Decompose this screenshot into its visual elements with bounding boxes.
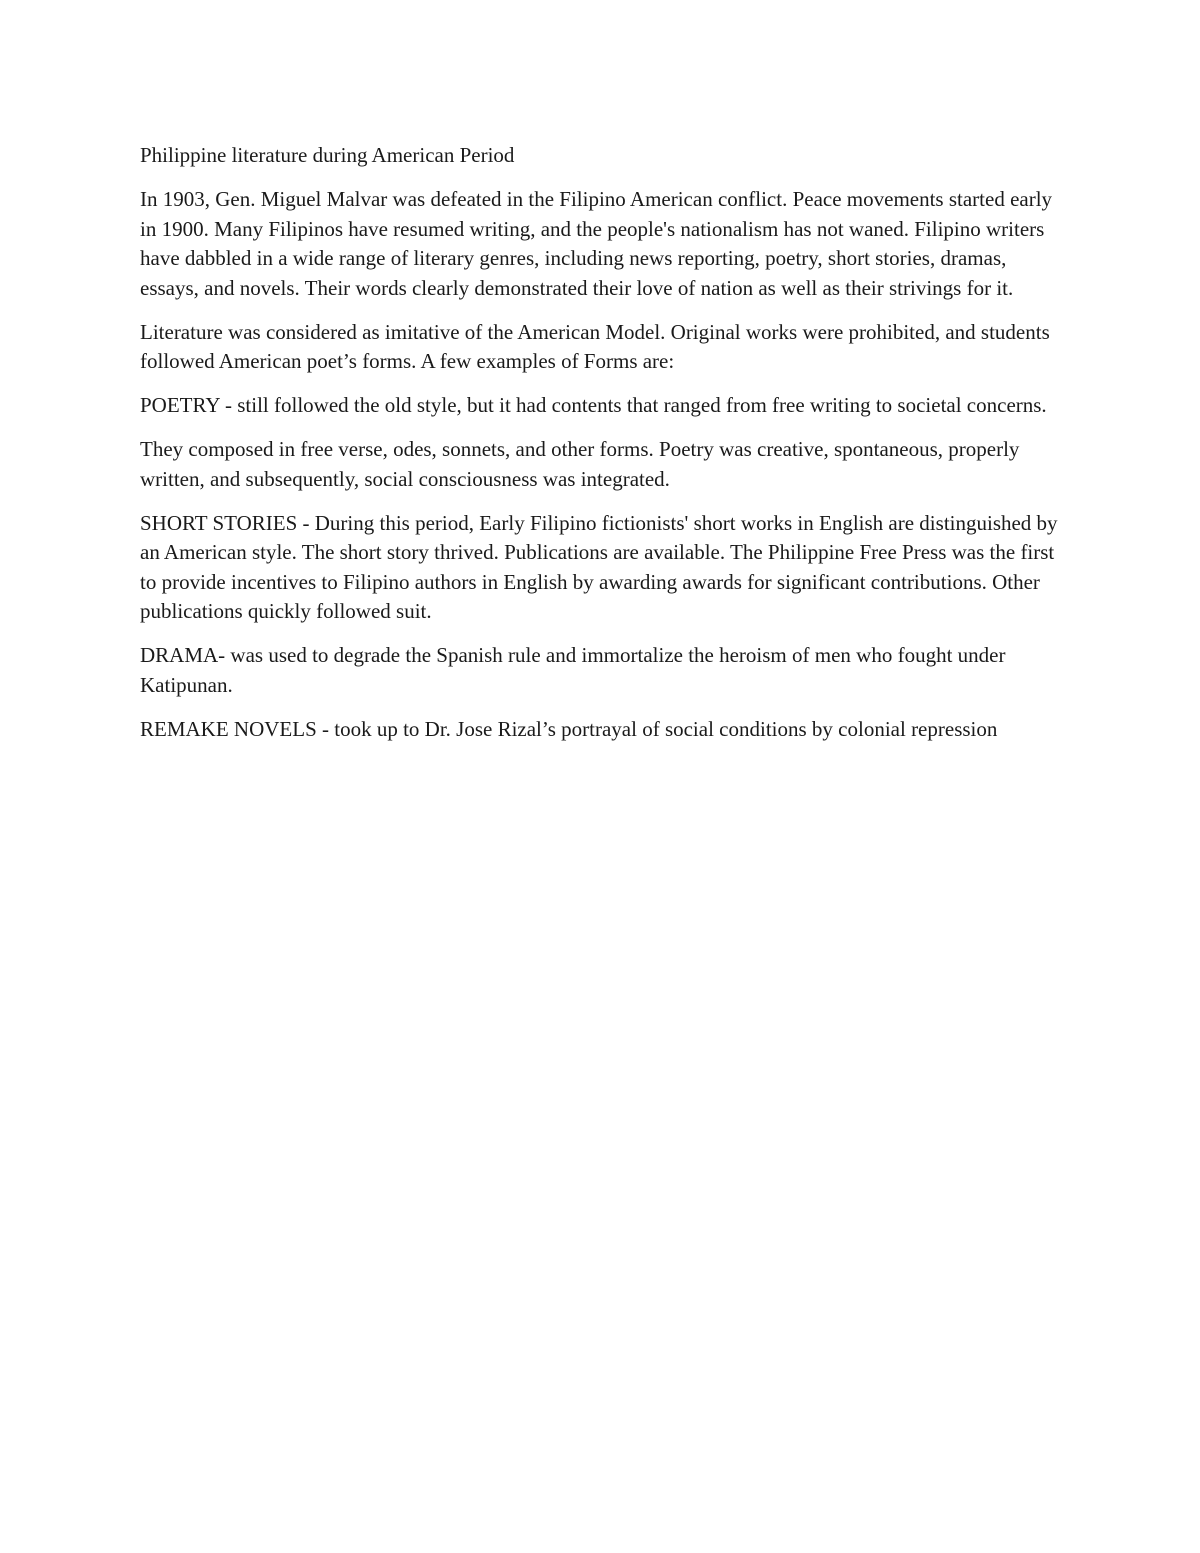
paragraph-short-stories: SHORT STORIES - During this period, Early Filipino fictionists' short works in English are distinguished by an American style. The short story thrived. Publications are available. The Philippine Free Press was the first to provide incentives to Filipino authors in English by awarding awards for significant contributions. Other publications quickly followed suit.	[140, 510, 1058, 623]
document-title: Philippine literature during American Period	[140, 143, 515, 167]
paragraph-intro: In 1903, Gen. Miguel Malvar was defeated in the Filipino American conflict. Peace movements started early in 1900. Many Filipinos have resumed writing, and the people's nationalism has not waned. Filipino writers have dabbled in a wide range of literary genres, including news reporting, poetry, short stories, dramas, essays, and novels. Their words clearly demonstrated their love of nation as well as their strivings for it.	[140, 187, 1053, 300]
paragraph-remake-novels: REMAKE NOVELS - took up to Dr. Jose Rizal’s portrayal of social conditions by colonial repression	[140, 716, 998, 741]
paragraph-imitative: Literature was considered as imitative of the American Model. Original works were prohibited, and students followed American poet’s forms. A few examples of Forms are:	[140, 319, 1050, 373]
paragraph-poetry-forms: They composed in free verse, odes, sonnets, and other forms. Poetry was creative, spontaneous, properly written, and subsequently, social consciousness was integrated.	[140, 437, 1020, 491]
document-body	[140, 141, 1065, 759]
paragraph-drama: DRAMA- was used to degrade the Spanish rule and immortalize the heroism of men who fought under Katipunan.	[140, 643, 1006, 697]
paragraph-poetry: POETRY - still followed the old style, but it had contents that ranged from free writing to societal concerns.	[140, 393, 1047, 417]
